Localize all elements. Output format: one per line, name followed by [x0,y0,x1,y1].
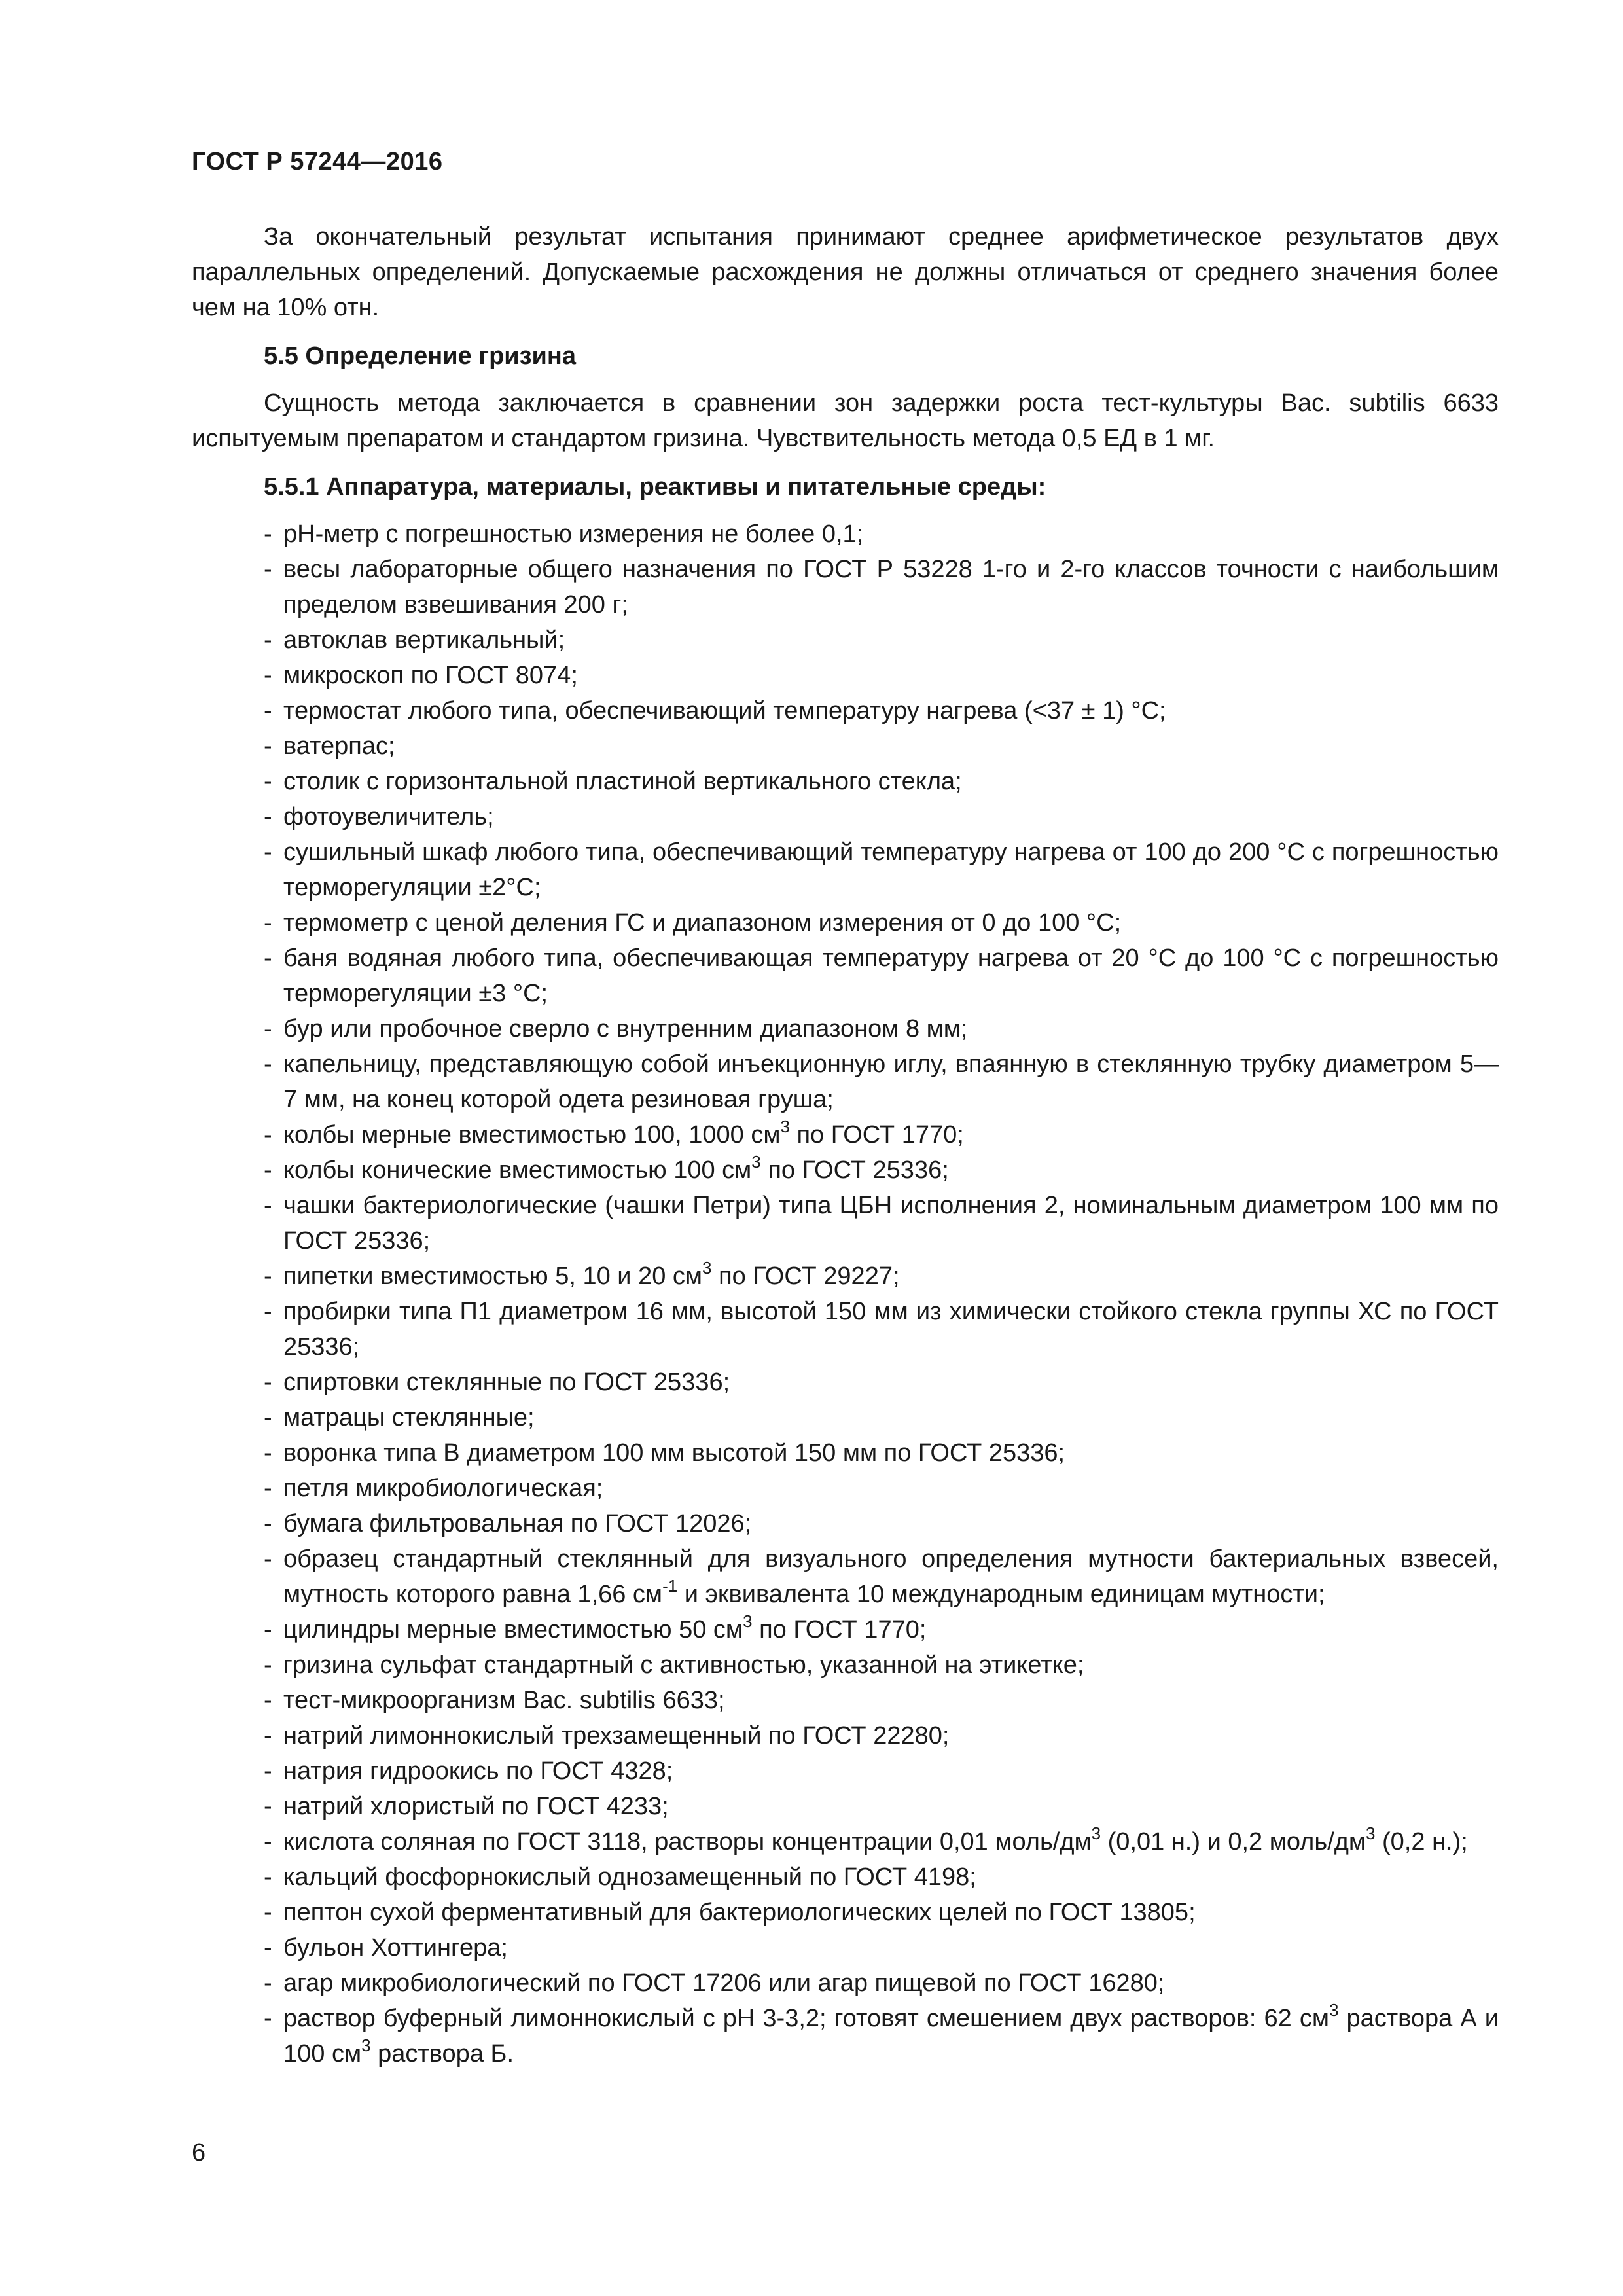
intro-paragraph: За окончательный результат испытания принимают среднее арифметическое результатов двух параллельных определений. Допускаемые расхождения не должны отличаться от среднего значения более чем на 10% отн. [192,223,1499,321]
list-item [192,1259,1499,1294]
list-item-text: бумага фильтровальная по ГОСТ 12026; [283,1510,752,1537]
list-item-text: pH-метр с погрешностью измерения не более 0,1; [283,520,864,548]
list-item-text: ватерпас; [283,732,395,760]
list-item-text: раствора Б. [370,2040,514,2068]
list-item [192,728,1499,764]
list-bullet-dash: - [264,1687,272,1714]
list-bullet-dash: - [264,1015,272,1043]
document-header: ГОСТ Р 57244—2016 [192,148,443,175]
list-item-text: пробирки типа П1 диаметром 16 мм, высотой 150 мм из химически стойкого стекла группы ХС по ГОСТ 25336; [283,1298,1499,1361]
list-item [192,1718,1499,1753]
list-item-text: натрий лимоннокислый трехзамещенный по ГОСТ 22280; [283,1722,950,1749]
superscript: 3 [1366,1823,1376,1843]
list-item [192,764,1499,799]
list-bullet-dash: - [264,1050,272,1078]
list-bullet-dash: - [264,2005,272,2032]
list-item [192,1895,1499,1930]
list-item [192,1965,1499,2001]
list-item-text: колбы конические вместимостью 100 см [283,1157,752,1184]
superscript: 3 [1091,1823,1101,1843]
list-item [192,622,1499,658]
list-bullet-dash: - [264,556,272,583]
list-item [192,799,1499,834]
list-item [192,1930,1499,1965]
list-item-text: баня водяная любого типа, обеспечивающая температуру нагрева от 20 °С до 100 °С с погрешностью терморегуляции ±3 °С; [283,944,1499,1007]
list-bullet-dash: - [264,662,272,689]
list-item-text: кислота соляная по ГОСТ 3118, растворы концентрации 0,01 моль/дм [283,1828,1092,1856]
list-item-text: натрий хлористый по ГОСТ 4233; [283,1793,669,1820]
list-item-text: образец стандартный стеклянный для визуального определения мутности бактериальных взвесей, мутность которого равна 1,66 см [283,1545,1499,1608]
list-bullet-dash: - [264,1404,272,1431]
list-item [192,1435,1499,1471]
list-bullet-dash: - [264,1899,272,1926]
superscript: 3 [361,2036,371,2055]
list-item-text: раствора А и 100 см [283,2005,1499,2068]
list-item [192,1294,1499,1365]
list-item-text: агар микробиологический по ГОСТ 17206 или агар пищевой по ГОСТ 16280; [283,1969,1165,1997]
list-item [192,1011,1499,1047]
list-bullet-dash: - [264,768,272,795]
list-item [192,658,1499,693]
list-item [192,516,1499,552]
list-item-text: микроскоп по ГОСТ 8074; [283,662,578,689]
list-item-text: (0,01 н.) и 0,2 моль/дм [1101,1828,1366,1856]
list-bullet-dash: - [264,1793,272,1820]
list-item [192,1541,1499,1612]
superscript: -1 [662,1576,678,1596]
list-bullet-dash: - [264,1934,272,1962]
list-item-text: термометр с ценой деления ГС и диапазоном измерения от 0 до 100 °С; [283,909,1122,937]
list-item-text: по ГОСТ 25336; [760,1157,949,1184]
list-item-text: весы лабораторные общего назначения по ГОСТ Р 53228 1-го и 2-го классов точности с наибольшим пределом взвешивания 200 г; [283,556,1499,619]
list-item [192,1188,1499,1259]
superscript: 3 [743,1611,753,1631]
list-item [192,1153,1499,1188]
list-bullet-dash: - [264,838,272,866]
list-bullet-dash: - [264,1439,272,1467]
list-bullet-dash: - [264,697,272,725]
document-body [192,219,1499,2072]
list-item-text: капельницу, представляющую собой инъекционную иглу, впаянную в стеклянную трубку диаметром 5—7 мм, на конец которой одета резиновая груша; [283,1050,1499,1113]
superscript: 3 [780,1117,790,1136]
list-item-text: раствор буферный лимоннокислый с pH 3-3,2; готовят смешением двух растворов: 62 см [283,2005,1329,2032]
list-item [192,693,1499,728]
list-item [192,1753,1499,1789]
list-bullet-dash: - [264,1475,272,1502]
list-item-text: по ГОСТ 29227; [711,1263,900,1290]
list-item [192,552,1499,622]
list-item [192,1647,1499,1683]
list-item [192,941,1499,1011]
section-5-5-title: 5.5 Определение гризина [264,342,577,370]
list-bullet-dash: - [264,909,272,937]
list-bullet-dash: - [264,944,272,972]
superscript: 3 [702,1258,712,1278]
list-bullet-dash: - [264,1545,272,1573]
list-item [192,1400,1499,1435]
page-number: 6 [192,2139,206,2166]
list-item-text: (0,2 н.); [1375,1828,1468,1856]
superscript: 3 [1329,2000,1339,2020]
list-bullet-dash: - [264,803,272,831]
list-bullet-dash: - [264,1863,272,1891]
list-item-text: цилиндры мерные вместимостью 50 см [283,1616,743,1643]
list-bullet-dash: - [264,626,272,654]
superscript: 3 [751,1152,761,1172]
list-bullet-dash: - [264,1192,272,1219]
list-item [192,1683,1499,1718]
list-item-text: по ГОСТ 1770; [789,1121,964,1149]
list-item [192,1789,1499,1824]
section-5-5-body: Сущность метода заключается в сравнении зон задержки роста тест-культуры Bac. subtilis 6633 испытуемым препаратом и стандартом гризина. Чувствительность метода 0,5 ЕД в 1 мг. [192,389,1499,452]
section-5-5-1-title: 5.5.1 Аппаратура, материалы, реактивы и питательные среды: [264,473,1046,501]
list-item-text: и эквивалента 10 международным единицам мутности; [677,1581,1325,1608]
list-bullet-dash: - [264,1510,272,1537]
list-item-text: пептон сухой ферментативный для бактериологических целей по ГОСТ 13805; [283,1899,1196,1926]
list-item-text: столик с горизонтальной пластиной вертикального стекла; [283,768,962,795]
list-item-text: бур или пробочное сверло с внутренним диапазоном 8 мм; [283,1015,968,1043]
list-item [192,1506,1499,1541]
list-item-text: чашки бактериологические (чашки Петри) типа ЦБН исполнения 2, номинальным диаметром 100 мм по ГОСТ 25336; [283,1192,1499,1255]
list-item [192,905,1499,941]
list-item-text: гризина сульфат стандартный с активностью, указанной на этикетке; [283,1651,1084,1679]
list-bullet-dash: - [264,1651,272,1679]
list-item-text: натрия гидроокись по ГОСТ 4328; [283,1757,673,1785]
list-item-text: кальций фосфорнокислый однозамещенный по ГОСТ 4198; [283,1863,976,1891]
list-bullet-dash: - [264,1369,272,1396]
list-item-text: фотоувеличитель; [283,803,494,831]
list-bullet-dash: - [264,1969,272,1997]
list-item-text: пипетки вместимостью 5, 10 и 20 см [283,1263,703,1290]
list-item-text: петля микробиологическая; [283,1475,603,1502]
list-item [192,1824,1499,1859]
list-item [192,1047,1499,1117]
list-item [192,1859,1499,1895]
list-item-text: сушильный шкаф любого типа, обеспечивающий температуру нагрева от 100 до 200 °С с погрешностью терморегуляции ±2°С; [283,838,1499,901]
list-item-text: матрацы стеклянные; [283,1404,535,1431]
list-item-text: колбы мерные вместимостью 100, 1000 см [283,1121,781,1149]
list-bullet-dash: - [264,1828,272,1856]
list-item-text: термостат любого типа, обеспечивающий температуру нагрева (<37 ± 1) °С; [283,697,1166,725]
list-bullet-dash: - [264,520,272,548]
list-item-text: спиртовки стеклянные по ГОСТ 25336; [283,1369,730,1396]
list-item [192,1117,1499,1153]
list-item-text: бульон Хоттингера; [283,1934,508,1962]
list-bullet-dash: - [264,1121,272,1149]
list-item-text: тест-микроорганизм Bac. subtilis 6633; [283,1687,725,1714]
list-item-text: по ГОСТ 1770; [752,1616,927,1643]
list-bullet-dash: - [264,1757,272,1785]
list-bullet-dash: - [264,1722,272,1749]
list-bullet-dash: - [264,1157,272,1184]
list-bullet-dash: - [264,732,272,760]
list-item-text: воронка типа В диаметром 100 мм высотой 150 мм по ГОСТ 25336; [283,1439,1065,1467]
list-item [192,1365,1499,1400]
list-item [192,1612,1499,1647]
list-bullet-dash: - [264,1298,272,1325]
list-bullet-dash: - [264,1263,272,1290]
list-item-text: автоклав вертикальный; [283,626,565,654]
equipment-list [192,516,1499,2072]
list-item [192,834,1499,905]
list-item [192,2001,1499,2072]
list-item [192,1471,1499,1506]
list-bullet-dash: - [264,1616,272,1643]
